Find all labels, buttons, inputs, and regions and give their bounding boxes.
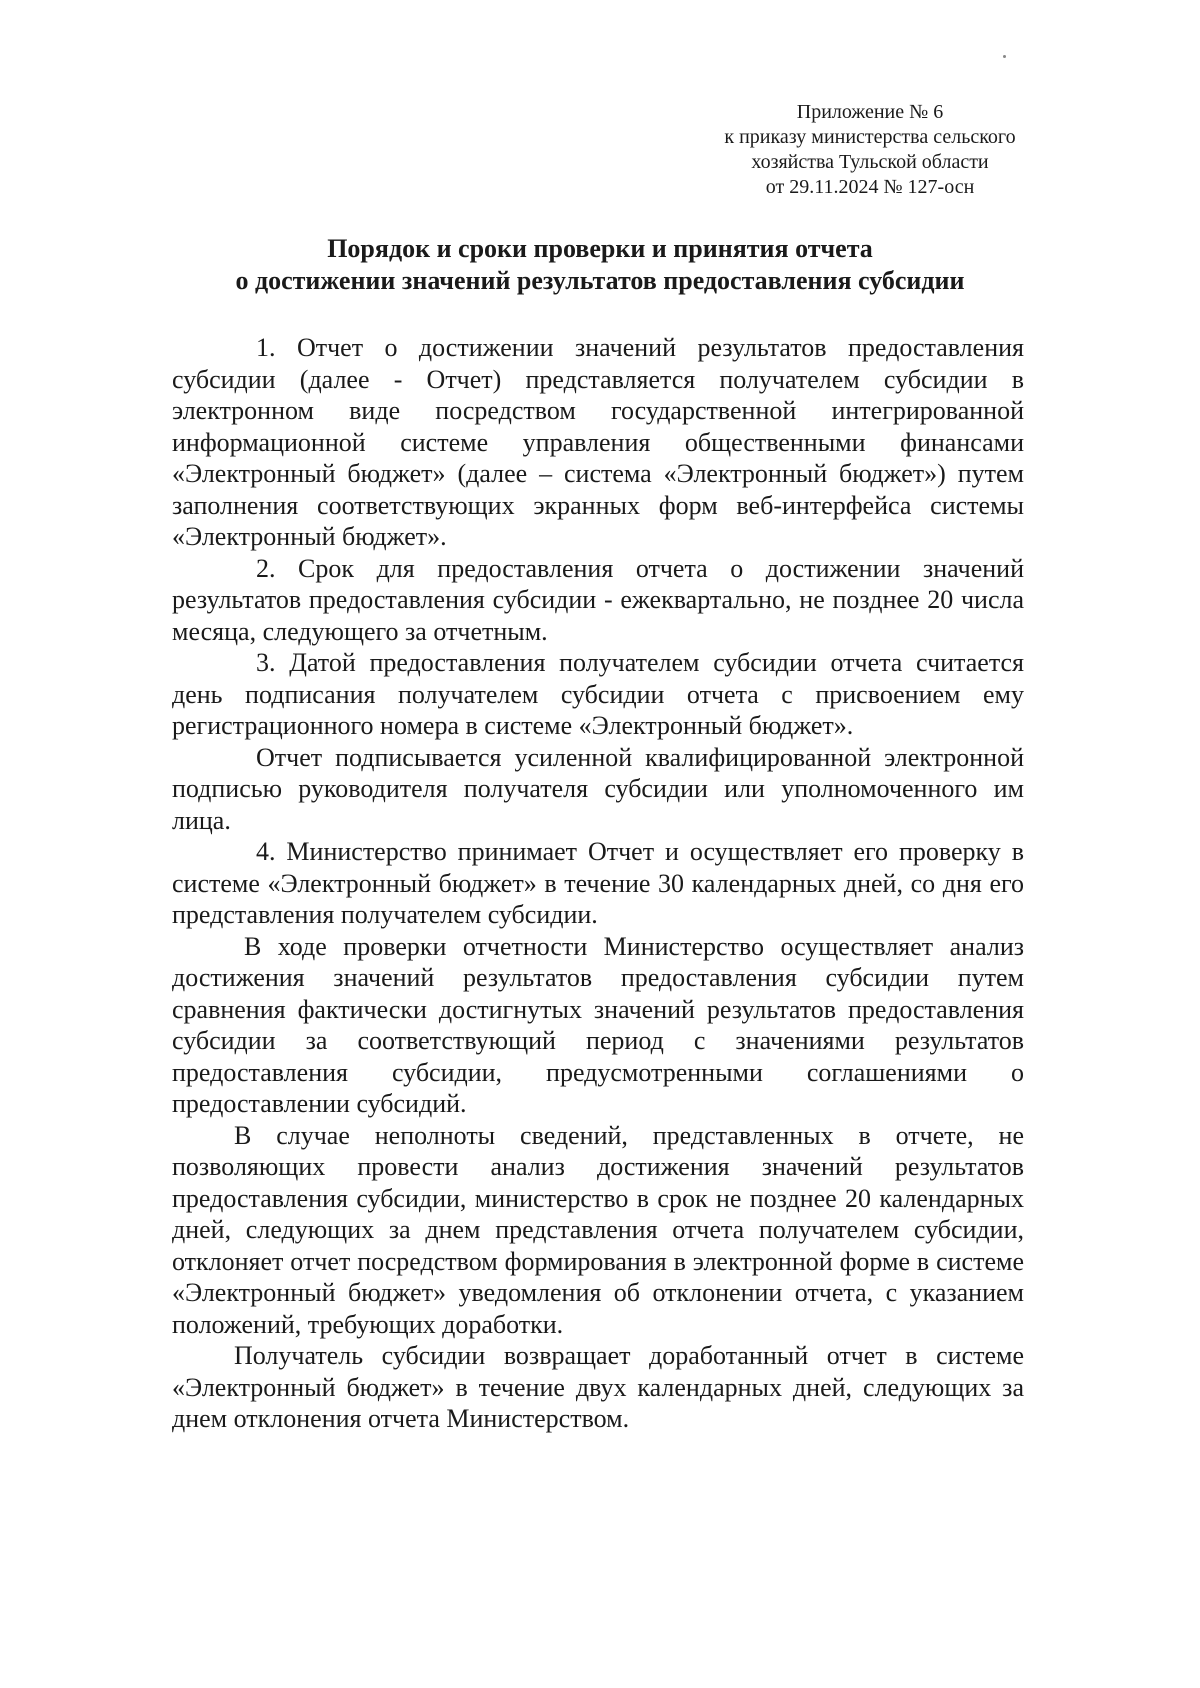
- appendix-line: к приказу министерства сельского: [724, 126, 1016, 148]
- appendix-header: [690, 100, 1050, 200]
- document-body: [172, 332, 1024, 1435]
- scan-speck: [1003, 55, 1006, 58]
- document-title: [160, 233, 1040, 297]
- paragraph-3-signature: Отчет подписывается усиленной квалифицированной электронной подписью руководителя получателя субсидии или уполномоченного им лица.: [172, 742, 1024, 835]
- paragraph-3: 3. Датой предоставления получателем субсидии отчета считается день подписания получателем субсидии отчета с присвоением ему регистрационного номера в системе «Электронный бюджет».: [172, 648, 1024, 740]
- paragraph-4-resubmission: Получатель субсидии возвращает доработанный отчет в системе «Электронный бюджет» в течение двух календарных дней, следующих за днем отклонения отчета Министерством.: [172, 1341, 1024, 1433]
- paragraph-2: 2. Срок для предоставления отчета о достижении значений результатов предоставления субсидии - ежеквартально, не позднее 20 числа месяца, следующего за отчетным.: [172, 553, 1024, 646]
- appendix-line: от 29.11.2024 № 127-осн: [765, 176, 975, 198]
- paragraph-4: 4. Министерство принимает Отчет и осуществляет его проверку в системе «Электронный бюджет» в течение 30 календарных дней, со дня его представления получателем субсидии.: [172, 837, 1024, 929]
- paragraph-4-rejection: В случае неполноты сведений, представленных в отчете, не позволяющих провести анализ достижения значений результатов предоставления субсидии, министерство в срок не позднее 20 календарных дней, следующих за днем представления отчета получателем субсидии, отклоняет отчет посредством формирования в электронной форме в системе «Электронный бюджет» уведомления об отклонении отчета, с указанием положений, требующих доработки.: [172, 1120, 1024, 1339]
- title-line: о достижении значений результатов предоставления субсидии: [235, 266, 965, 295]
- appendix-line: хозяйства Тульской области: [751, 151, 989, 173]
- paragraph-1: 1. Отчет о достижении значений результатов предоставления субсидии (далее - Отчет) представляется получателем субсидии в электронном виде посредством государственной интегрированной информационной системе управления общественными финансами «Электронный бюджет» (далее – система «Электронный бюджет») путем заполнения соответствующих экранных форм веб-интерфейса системы «Электронный бюджет».: [172, 333, 1024, 551]
- appendix-line: Приложение № 6: [796, 101, 944, 123]
- title-line: Порядок и сроки проверки и принятия отчета: [327, 234, 873, 263]
- paragraph-4-analysis: В ходе проверки отчетности Министерство осуществляет анализ достижения значений результатов предоставления субсидии путем сравнения фактически достигнутых значений результатов предоставления субсидии за соответствующий период с значениями результатов предоставления субсидии, предусмотренными соглашениями о предоставлении субсидий.: [172, 931, 1024, 1118]
